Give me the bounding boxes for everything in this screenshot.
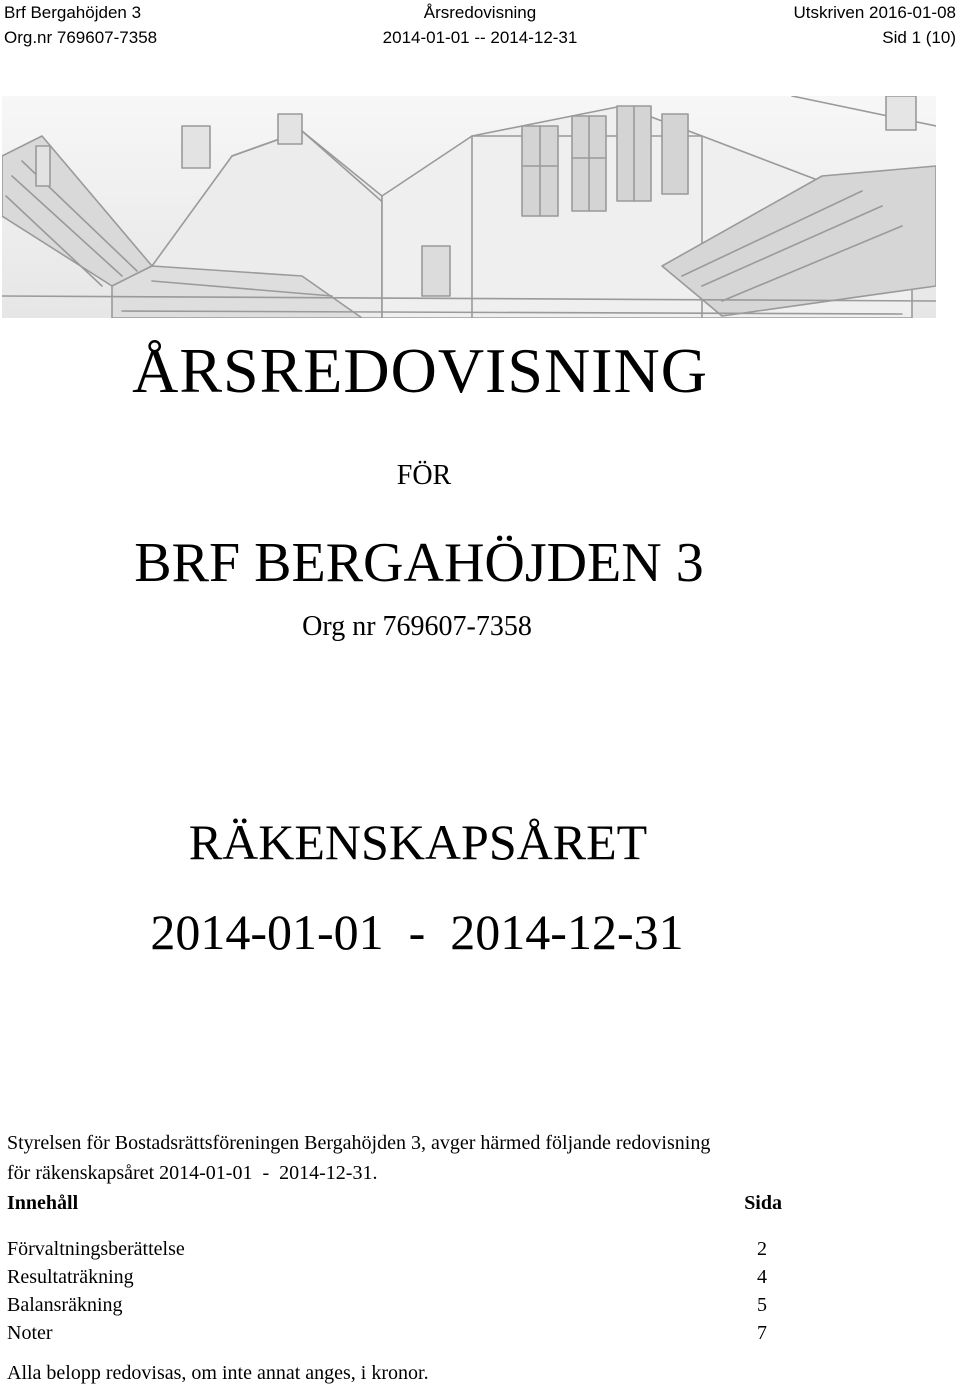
cover-fiscal-year-label: RÄKENSKAPSÅRET — [188, 814, 648, 870]
cover-org-nr: Org nr 769607-7358 — [302, 611, 532, 642]
cover-association-name: BRF BERGAHÖJDEN 3 — [134, 532, 704, 594]
cover-fiscal-period: 2014-01-01 - 2014-12-31 — [150, 904, 684, 960]
header-org-name: Brf Bergahöjden 3 — [4, 3, 142, 22]
toc-item-label: Resultaträkning — [7, 1266, 134, 1288]
header-printed-date: Utskriven 2016-01-08 — [793, 3, 956, 22]
cover-title: ÅRSREDOVISNING — [132, 335, 708, 406]
intro-line-1: Styrelsen för Bostadsrättsföreningen Bergahöjden 3, avger härmed följande redovisning — [7, 1132, 711, 1154]
table-of-contents — [7, 1235, 767, 1347]
toc-item-page: 7 — [757, 1322, 767, 1344]
cover-for-word: FÖR — [396, 460, 452, 491]
toc-item-page: 2 — [757, 1238, 767, 1260]
header-doc-type: Årsredovisning — [423, 3, 537, 22]
amounts-note: Alla belopp redovisas, om inte annat anges, i kronor. — [7, 1362, 429, 1384]
header-page-number: Sid 1 (10) — [882, 28, 956, 47]
toc-item-page: 4 — [757, 1266, 767, 1288]
toc-item-label: Förvaltningsberättelse — [7, 1238, 185, 1260]
toc-item-noter — [7, 1319, 767, 1347]
intro-line-2: för räkenskapsåret 2014-01-01 - 2014-12-31. — [7, 1162, 378, 1184]
toc-item-page: 5 — [757, 1294, 767, 1316]
header-period: 2014-01-01 -- 2014-12-31 — [382, 28, 578, 47]
header-org-nr: Org.nr 769607-7358 — [4, 28, 158, 47]
toc-page-heading: Sida — [744, 1192, 782, 1214]
building-sketch-image — [2, 96, 936, 318]
toc-item-balansrakning — [7, 1291, 767, 1319]
toc-item-resultatrakning — [7, 1263, 767, 1291]
toc-item-label: Noter — [7, 1322, 53, 1344]
toc-item-label: Balansräkning — [7, 1294, 123, 1316]
toc-heading: Innehåll — [7, 1192, 79, 1214]
toc-item-forvaltningsberattelse — [7, 1235, 767, 1263]
